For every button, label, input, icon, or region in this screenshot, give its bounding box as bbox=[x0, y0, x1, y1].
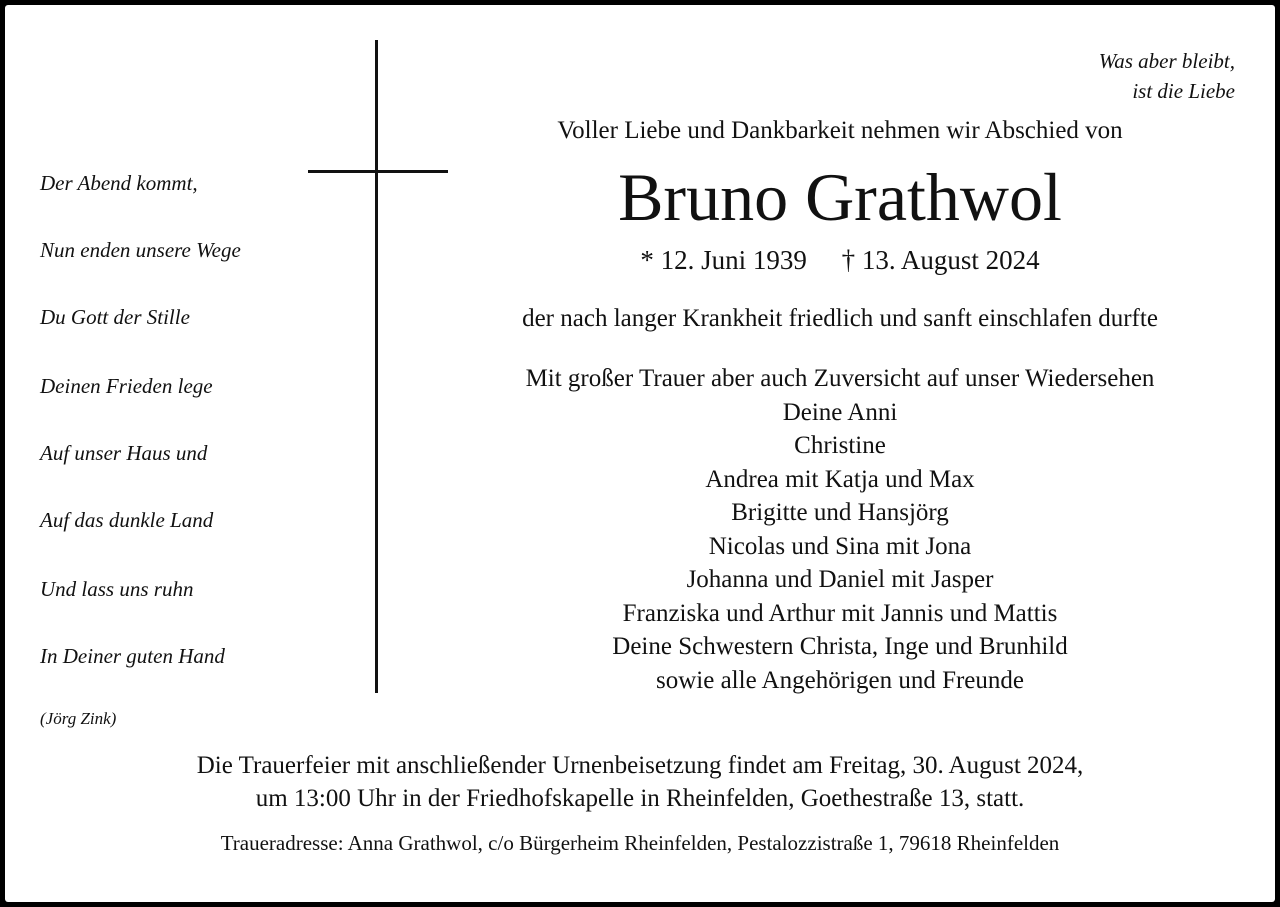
deceased-name: Bruno Grathwol bbox=[618, 159, 1062, 235]
mourner-line: Franziska und Arthur mit Jannis und Mattis bbox=[622, 599, 1058, 627]
mourner-line: Nicolas und Sina mit Jona bbox=[708, 532, 972, 560]
poem-line: Der Abend kommt, bbox=[40, 171, 198, 195]
poem-line: In Deiner guten Hand bbox=[40, 644, 225, 668]
life-dates bbox=[440, 243, 1240, 277]
mourner-line: sowie alle Angehörigen und Freunde bbox=[656, 666, 1024, 694]
birth-date: * 12. Juni 1939 bbox=[640, 245, 807, 275]
funeral-info bbox=[5, 749, 1275, 815]
passing-text: der nach langer Krankheit friedlich und sanft einschlafen durfte bbox=[522, 305, 1158, 332]
cross-horizontal-bar bbox=[308, 170, 448, 173]
motto bbox=[1099, 46, 1235, 106]
funeral-line: Die Trauerfeier mit anschließender Urnenbeisetzung findet am Freitag, 30. August 2024, bbox=[196, 752, 1084, 779]
poem-line: Und lass uns ruhn bbox=[40, 577, 194, 601]
mourner-line: Johanna und Daniel mit Jasper bbox=[686, 566, 994, 593]
motto-line: Was aber bleibt, bbox=[1098, 49, 1235, 73]
poem-line: Deinen Frieden lege bbox=[40, 374, 213, 398]
mourner-line: Andrea mit Katja und Max bbox=[705, 465, 975, 493]
poem-line: Auf das dunkle Land bbox=[40, 508, 214, 532]
poem-author: (Jörg Zink) bbox=[40, 709, 117, 728]
mourners-list bbox=[440, 362, 1240, 697]
mourning-address: Traueradresse: Anna Grathwol, c/o Bürgerheim Rheinfelden, Pestalozzistraße 1, 79618 Rheinfelden bbox=[220, 831, 1060, 855]
mourner-line: Mit großer Trauer aber auch Zuversicht auf unser Wiedersehen bbox=[525, 365, 1155, 392]
mourner-line: Deine Schwestern Christa, Inge und Brunhild bbox=[612, 633, 1068, 660]
death-date: † 13. August 2024 bbox=[841, 245, 1040, 275]
mourner-line: Brigitte und Hansjörg bbox=[731, 499, 949, 526]
poem-line: Auf unser Haus und bbox=[40, 441, 208, 465]
mourner-line: Deine Anni bbox=[782, 398, 898, 426]
funeral-line: um 13:00 Uhr in der Friedhofskapelle in Rheinfelden, Goethestraße 13, statt. bbox=[255, 785, 1025, 812]
mourner-line: Christine bbox=[794, 432, 886, 459]
poem-line: Nun enden unsere Wege bbox=[40, 238, 241, 262]
intro-text: Voller Liebe und Dankbarkeit nehmen wir Abschied von bbox=[557, 117, 1123, 144]
poem-line: Du Gott der Stille bbox=[40, 305, 190, 329]
cross-vertical-bar bbox=[375, 40, 378, 693]
motto-line: ist die Liebe bbox=[1132, 79, 1235, 103]
